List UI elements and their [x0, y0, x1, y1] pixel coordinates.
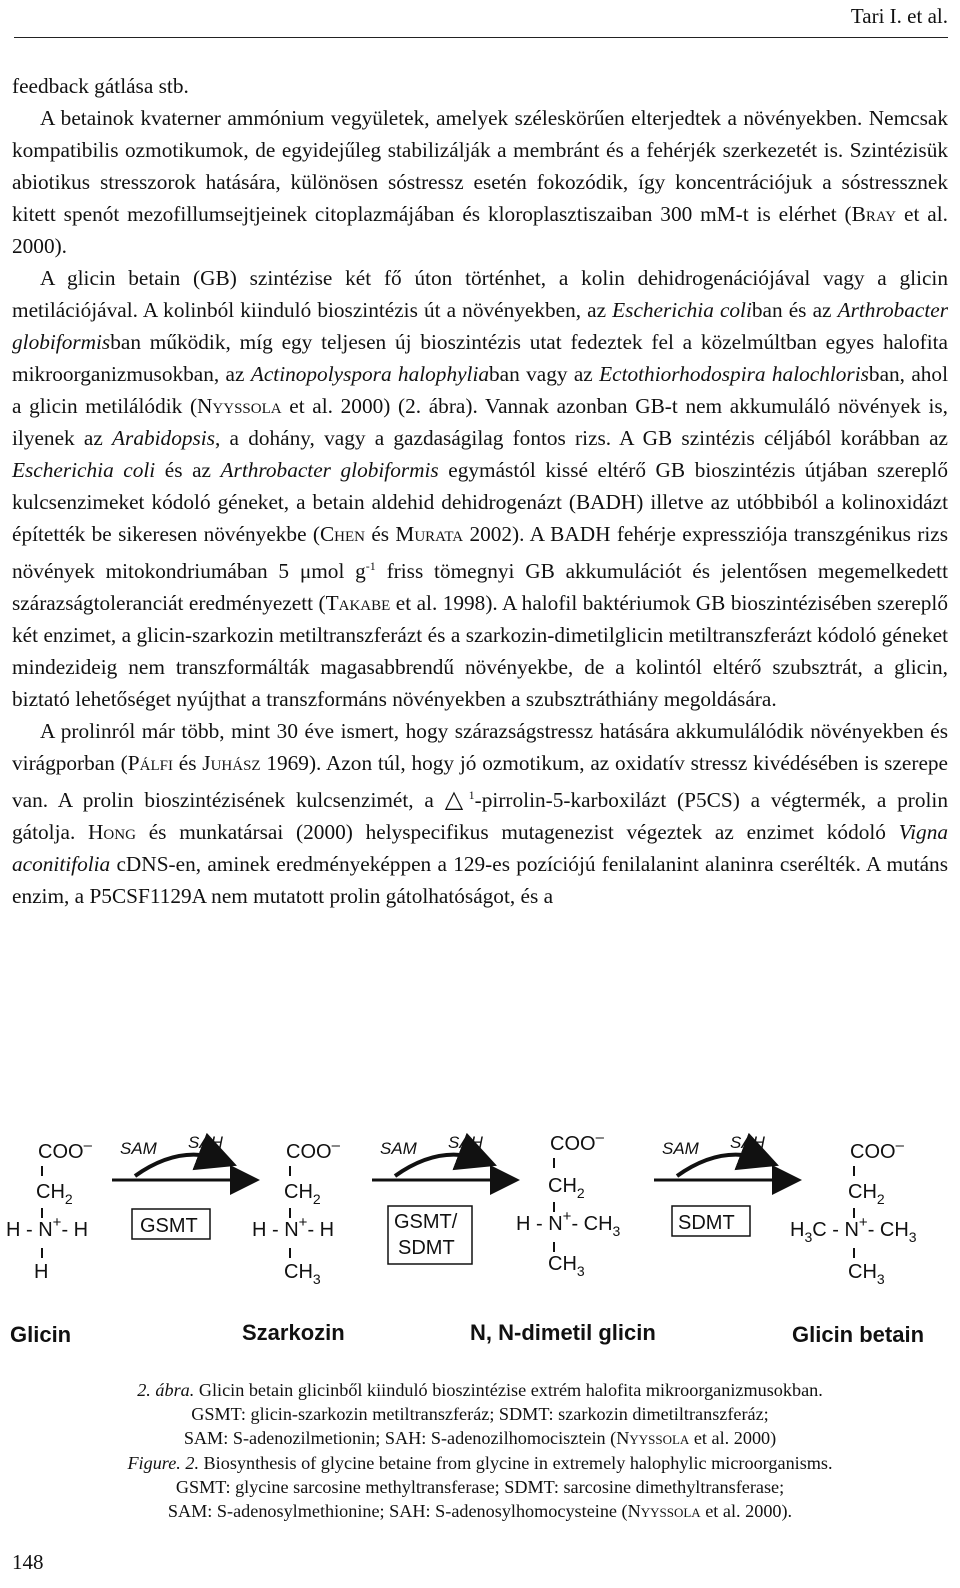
svg-text:CH2: $CH_2$	[284, 1181, 321, 1207]
caption-en-line-3: SAM: S-adenosylmethionine; SAH: S-adenosylhomocysteine (Nyyssola et al. 2000).	[167, 1501, 793, 1522]
page-number: 148	[12, 1550, 44, 1574]
glycine-betaine-structure	[790, 1137, 917, 1287]
delta-symbol: △	[444, 785, 469, 814]
caption-hu-line-1: 2. ábra. Glicin betain glicinből kiinduló bioszintézise extrém halofita mikroorganizmusokban.	[137, 1380, 823, 1400]
glycine-structure	[6, 1137, 93, 1283]
svg-text:CH2: $CH_2$	[36, 1181, 73, 1207]
caption-en-line-2: GSMT: glycine sarcosine methyltransferase; SDMT: sarcosine dimethyltransferase;	[175, 1476, 785, 1497]
svg-text:CH3: $CH_3$	[548, 1253, 585, 1279]
svg-text:SDMT: SDMT	[678, 1212, 735, 1234]
svg-text:CH3: $CH_3$	[848, 1261, 885, 1287]
paragraph-3: A glicin betain (GB) szintézise két fő úton történhet, a kolin dehidrogenációjával vagy a glicin metilációjával. A kolinból kiinduló bioszintézis út a növényekben, az Escherichia coliban és az Arthrobacter globiformisban működik, míg egy teljesen új bioszintézis utat fedeztek fel a közelmúltban egyes halofita mikroorganizmusokban, az Actinopolyspora halophyliaban vagy az Ectothiorhodospira halochlorisban, ahol a glicin metilálódik (Nyyssola et al. 2000) (2. ábra). Vannak azonban GB-t nem akkumuláló növények is, ilyenek az Arabidopsis, a dohány, vagy a gazdaságilag fontos rizs. A GB szintézis céljából korábban az Escherichia coli és az Arthrobacter globiformis egymástól kissé eltérő GB bioszintézis útjában szereplő kulcsenzimeket kódoló géneket, a betain aldehid dehidrogenázt (BADH) illetve az utóbbiból a kolinoxidázt építették be sikeresen növényekbe (Chen és Murata 2002). A BADH fehérje expressziója transzgénikus rizs növények mitokondriumában 5 μmol $g^{-1}$ friss tömegnyi GB akkumulációt és jelentősen megemelkedett szárazságtoleranciát eredményezett (Takabe et al. 1998). A halofil baktériumok GB bioszintézisében szereplő két enzimet, a glicin-szarkozin metiltranszferázt és a szarkozin-dimetilglicin metiltranszferázt kódoló géneket mindezideig nem transzformálták magasabbrendű növényekbe, de a kolintól eltérő szubsztrát, a glicin, biztató lehetőséget nyújthat a transzformáns növényekben a szubsztráthiány megoldására.	[12, 266, 949, 712]
svg-text:H - N+- CH3: H - N+- $CH_3$	[516, 1208, 621, 1239]
sarcosine-structure	[252, 1137, 341, 1287]
paragraph-2: A betainok kvaterner ammónium vegyületek, amelyek széleskörűen elterjedtek a növényekben. Nemcsak kompatibilis ozmotikumok, de egyidejűleg stabilizálják a membránt és a fehérjék szerkezetét is. Szintézisük abiotikus stresszorok hatására, különösen sóstressz esetén fokozódik, így koncentrációjuk a sóstressznek kitett spenót mezofillumsejtjeinek citoplazmájában és kloroplasztiszaiban 300 mM-t is elérhet (Bray et al. 2000).	[12, 106, 948, 258]
svg-text:SAH: SAH	[448, 1133, 483, 1152]
svg-text:COO–: COO–	[550, 1129, 604, 1155]
svg-text:H - N+- H: H - N+- H	[6, 1214, 89, 1241]
svg-text:CH2: $CH_2$	[548, 1175, 585, 1201]
svg-text:COO–: COO–	[850, 1137, 904, 1163]
svg-text:SAM: SAM	[120, 1139, 157, 1158]
svg-text:SAH: SAH	[188, 1133, 223, 1152]
figure-caption	[40, 1378, 920, 1523]
label-glycine: Glicin	[10, 1322, 72, 1347]
caption-hu-line-3: SAM: S-adenozilmetionin; SAH: S-adenozilhomocisztein (Nyyssola et al. 2000)	[183, 1428, 777, 1449]
dimethylglycine-structure	[516, 1129, 621, 1279]
reaction-arrow-2	[372, 1133, 508, 1264]
svg-text:SAM: SAM	[662, 1139, 699, 1158]
svg-text:SAH: SAH	[730, 1133, 765, 1152]
svg-text:H: H	[34, 1261, 49, 1283]
svg-text:H3C - N+- CH3: $H_3C - N^+-$ $CH_3$	[790, 1214, 917, 1245]
svg-text:GSMT: GSMT	[140, 1215, 198, 1237]
reaction-arrow-1	[112, 1133, 248, 1239]
paragraph-1: feedback gátlása stb.	[12, 74, 189, 98]
label-sarcosine: Szarkozin	[242, 1320, 345, 1345]
svg-text:COO–: COO–	[38, 1137, 92, 1163]
running-author: Tari I. et al.	[850, 4, 948, 28]
svg-text:GSMT/: GSMT/	[394, 1211, 458, 1233]
body-text	[12, 70, 948, 912]
svg-text:SDMT: SDMT	[398, 1237, 455, 1259]
label-dimethylglycine: N, N-dimetil glicin	[470, 1320, 656, 1345]
label-glycine-betaine: Glicin betain	[792, 1322, 925, 1347]
paragraph-4: A prolinról már több, mint 30 éve ismert, hogy szárazságstressz hatására akkumulálódik növényekben és virágporban (Pálfi és Juhász 1969). Azon túl, hogy jó ozmotikum, az oxidatív stressz kivédésében is szerepe van. A prolin bioszintézisének kulcsenzimét, a △$^1$-pirrolin-5-karboxilázt (P5CS) a végtermék, a prolin gátolja. Hong és munkatársai (2000) helyspecifikus mutagenezist végeztek az enzimet kódoló Vigna aconitifolia cDNS-en, aminek eredményeképpen a 129-es pozíciójú fenilalanint alaninra cserélték. A mutáns enzim, a P5CSF1129A nem mutatott prolin gátolhatóságot, és a	[12, 719, 949, 909]
reaction-arrow-3	[654, 1133, 790, 1236]
svg-text:SAM: SAM	[380, 1139, 417, 1158]
running-header	[14, 0, 948, 38]
caption-en-line-1: Figure. 2. Biosynthesis of glycine betaine from glycine in extremely halophylic microorganisms.	[127, 1452, 833, 1473]
svg-text:CH2: $CH_2$	[848, 1181, 885, 1207]
svg-text:COO–: COO–	[286, 1137, 340, 1163]
svg-text:CH3: $CH_3$	[284, 1261, 321, 1287]
biosynthesis-scheme	[0, 1122, 960, 1372]
figure-2-diagram	[0, 1122, 960, 1372]
svg-text:H - N+- H: H - N+- H	[252, 1214, 335, 1241]
caption-hu-line-2: GSMT: glicin-szarkozin metiltranszferáz; SDMT: szarkozin dimetiltranszferáz;	[191, 1404, 769, 1425]
